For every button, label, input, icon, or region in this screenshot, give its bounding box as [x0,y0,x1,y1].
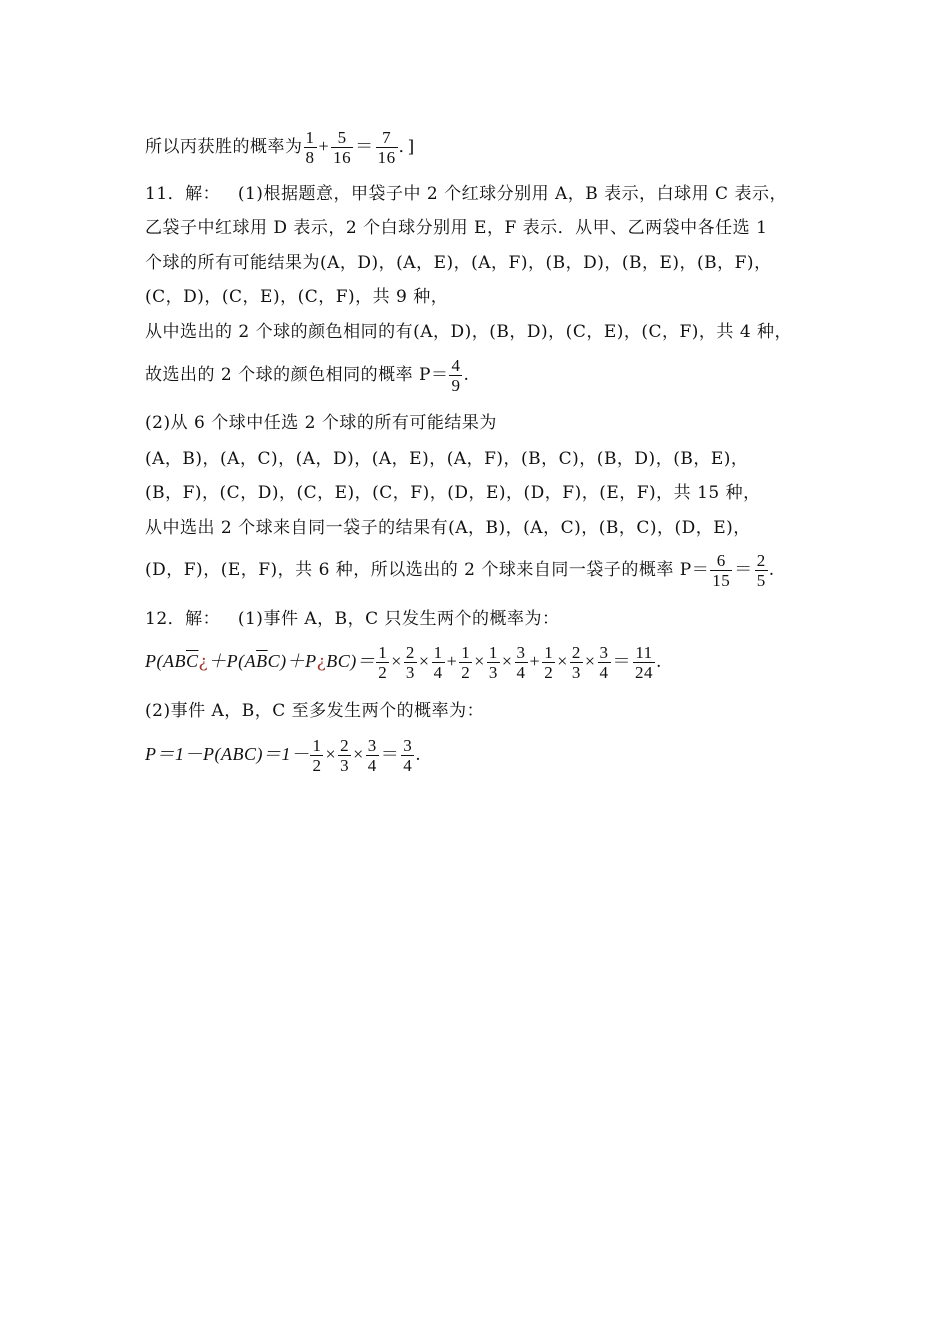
q11-text: (1)根据题意，甲袋子中 2 个红球分别用 A，B 表示，白球用 C 表示， [237,184,787,204]
plus-sign: + [318,136,330,156]
times-sign: × [474,651,485,671]
equals-sign: ＝ [355,136,374,156]
q11-text: 故选出的 2 个球的颜色相同的概率 P＝ [145,365,449,385]
fraction: $\frac{3}{4}$ [599,643,609,682]
q11-text: (D，F)，(E，F)，共 6 种，所以选出的 2 个球来自同一袋子的概率 P＝ [145,560,710,580]
q12-equation-1 [145,643,825,682]
fraction: $\frac{1}{2}$ [378,643,388,682]
math-overline: $\overline{B}$ [256,651,268,671]
times-sign: × [391,651,402,671]
top-end: ．] [398,137,415,157]
times-sign: × [418,651,430,671]
math: C) [267,651,287,671]
q11-line-4 [145,286,825,308]
math: ＋P [286,651,317,671]
times-sign: × [557,651,568,671]
q11-text: (B，F)，(C，D)，(C，E)，(C，F)，(D，E)，(D，F)，(E，F)，共 15 种， [145,483,761,503]
math: (A [238,651,257,671]
q11-line-10 [145,517,825,539]
period: . [415,745,422,765]
period: . [656,652,662,672]
fraction: $\frac{6}{15}$ [712,551,731,590]
equals-sign: ＝ [380,744,400,764]
fraction: $\frac{2}{3}$ [405,643,415,682]
period: . [463,365,470,385]
math: ¿ [198,652,209,672]
top-line [145,128,825,167]
q12-line-1 [145,608,825,630]
equals-sign: ＝ [734,559,753,579]
times-sign: × [325,744,337,764]
q11-line-8 [145,448,825,470]
q11-line-2 [145,217,825,239]
math-overline: $\overline{C}$ [185,651,199,671]
math: P＝1－P(ABC)＝1－ [145,744,310,764]
fraction: $\frac{1}{3}$ [488,643,498,682]
q11-line-9 [145,482,825,504]
fraction: $\frac{3}{4}$ [403,736,413,775]
q11-line-3 [145,252,825,274]
equals-sign: ＝ [612,651,631,671]
math: ＋P [208,651,239,671]
times-sign: × [501,651,513,671]
math: ¿ [316,652,327,672]
q11-text: (2)从 6 个球中任选 2 个球的所有可能结果为 [145,413,497,433]
q12-text: (2)事件 A，B，C 至多发生两个的概率为： [145,701,485,721]
period: . [768,560,775,580]
math: BC)＝ [326,651,376,671]
q11-line-1 [145,183,825,205]
fraction: $\frac{2}{3}$ [340,736,350,775]
fraction: $\frac{11}{24}$ [635,643,653,682]
math: P(AB [145,651,186,671]
plus-sign: + [529,651,541,671]
fraction: $\frac{2}{5}$ [756,551,766,590]
plus-sign: + [446,651,458,671]
q12-heading: 12．解： [145,609,221,629]
fraction: $\frac{1}{2}$ [544,643,554,682]
fraction: $\frac{1}{2}$ [461,643,471,682]
q11-text: (A，B)，(A，C)，(A，D)，(A，E)，(A，F)，(B，C)，(B，D)，(B，E)， [145,449,749,469]
times-sign: × [584,651,596,671]
q12-equation-2 [145,736,825,775]
fraction: $\frac{1}{4}$ [433,643,443,682]
q11-text: 个球的所有可能结果为(A，D)，(A，E)，(A，F)，(B，D)，(B，E)，(B，F)， [145,253,772,273]
top-prefix: 所以丙获胜的概率为 [145,137,303,157]
q11-line-5 [145,321,825,343]
fraction: $\frac{3}{4}$ [516,643,526,682]
times-sign: × [353,744,364,764]
fraction: $\frac{2}{3}$ [571,643,581,682]
q11-text: 从中选出 2 个球来自同一袋子的结果有(A，B)，(A，C)，(B，C)，(D，E)， [145,518,751,538]
fraction: $\frac{3}{4}$ [367,736,377,775]
q11-text: (C，D)，(C，E)，(C，F)，共 9 种， [145,287,449,307]
q11-heading: 11．解： [145,184,221,204]
q11-line-6 [145,356,825,395]
fraction: $\frac{5}{16}$ [333,128,352,167]
q12-line-2 [145,700,825,722]
fraction: $\frac{7}{16}$ [377,128,396,167]
q11-line-11 [145,551,825,590]
q11-text: 乙袋子中红球用 D 表示，2 个白球分别用 E，F 表示．从甲、乙两袋中各任选 1 [145,218,768,238]
q11-text: 从中选出的 2 个球的颜色相同的有(A，D)，(B，D)，(C，E)，(C，F)，共 4 种， [145,322,793,342]
q11-line-7 [145,412,825,434]
fraction: $\frac{1}{8}$ [305,128,315,167]
fraction: $\frac{4}{9}$ [451,356,461,395]
fraction: $\frac{1}{2}$ [312,736,322,775]
q12-text: (1)事件 A，B，C 只发生两个的概率为： [237,609,560,629]
